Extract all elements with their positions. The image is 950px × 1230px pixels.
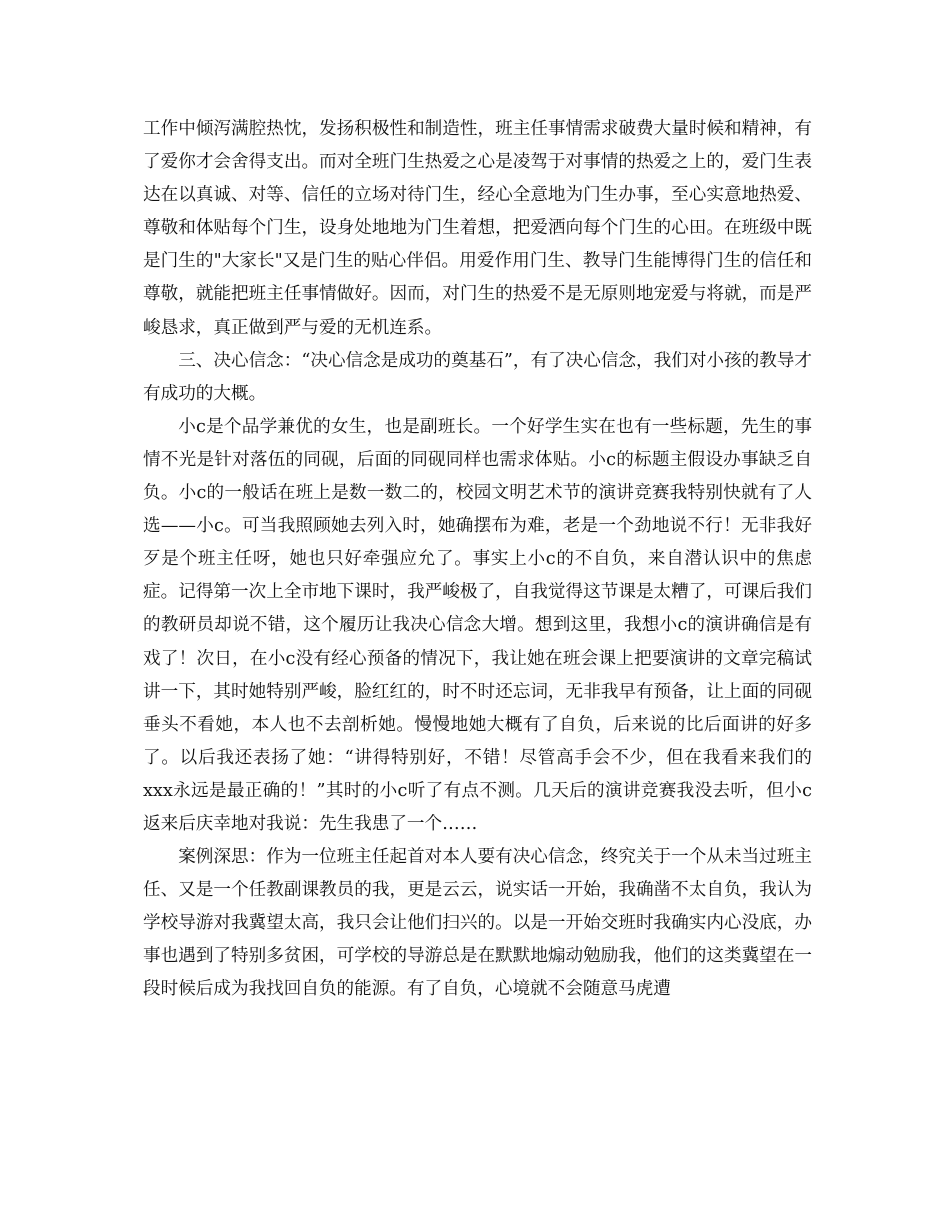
paragraph-2: 三、决心信念：“决心信念是成功的奠基石”，有了决心信念，我们对小孩的教导才有成功的大概。 — [143, 350, 812, 404]
paragraph-3: 小c是个品学兼优的女生，也是副班长。一个好学生实在也有一些标题，先生的事情不光是针对落伍的同砚，后面的同砚同样也需求体贴。小c的标题主假设办事缺乏自负。小c的一般话在班上是数一数二的，校园文明艺术节的演讲竞赛我特别快就有了人选——小c。可当我照顾她去列入时，她确摆布为难，老是一个劲地说不行！无非我好歹是个班主任呀，她也只好牵强应允了。事实上小c的不自负，来自潜认识中的焦虑症。记得第一次上全市地下课时，我严峻极了，自我觉得这节课是太糟了，可课后我们的教研员却说不错，这个履历让我决心信念大增。想到这里，我想小c的演讲确信是有戏了！次日，在小c没有经心预备的情况下，我让她在班会课上把要演讲的文章完稿试讲一下，其时她特别严峻，脸红红的，时不时还忘词，无非我早有预备，让上面的同砚垂头不看她，本人也不去剖析她。慢慢地她大概有了自负，后来说的比后面讲的好多了。以后我还表扬了她：“讲得特别好，不错！尽管高手会不少，但在我看来我们的xxx永远是最正确的！”其时的小c听了有点不测。几天后的演讲竞赛我没去听，但小c返来后庆幸地对我说：先生我患了一个…… — [143, 416, 812, 834]
paragraph-1: 工作中倾泻满腔热忱，发扬积极性和制造性，班主任事情需求破费大量时候和精神，有了爱你才会舍得支出。而对全班门生热爱之心是凌驾于对事情的热爱之上的，爱门生表达在以真诚、对等、信任的立场对待门生，经心全意地为门生办事，至心实意地热爱、尊敬和体贴每个门生，设身处地地为门生着想，把爱洒向每个门生的心田。在班级中既是门生的"大家长"又是门生的贴心伴侣。用爱作用门生、教导门生能博得门生的信任和尊敬，就能把班主任事情做好。因而，对门生的热爱不是无原则地宠爱与将就，而是严峻恳求，真正做到严与爱的无机连系。 — [143, 119, 812, 338]
paragraph-4: 案例深思：作为一位班主任起首对本人要有决心信念，终究关于一个从未当过班主任、又是一个任教副课教员的我，更是云云，说实话一开始，我确凿不太自负，我认为学校导游对我冀望太高，我只会让他们扫兴的。以是一开始交班时我确实内心没底，办事也遇到了特别多贫困，可学校的导游总是在默默地煽动勉励我，他们的这类冀望在一段时候后成为我找回自负的能源。有了自负，心境就不会随意马虎遭 — [143, 847, 812, 1000]
document-page — [143, 113, 812, 1007]
